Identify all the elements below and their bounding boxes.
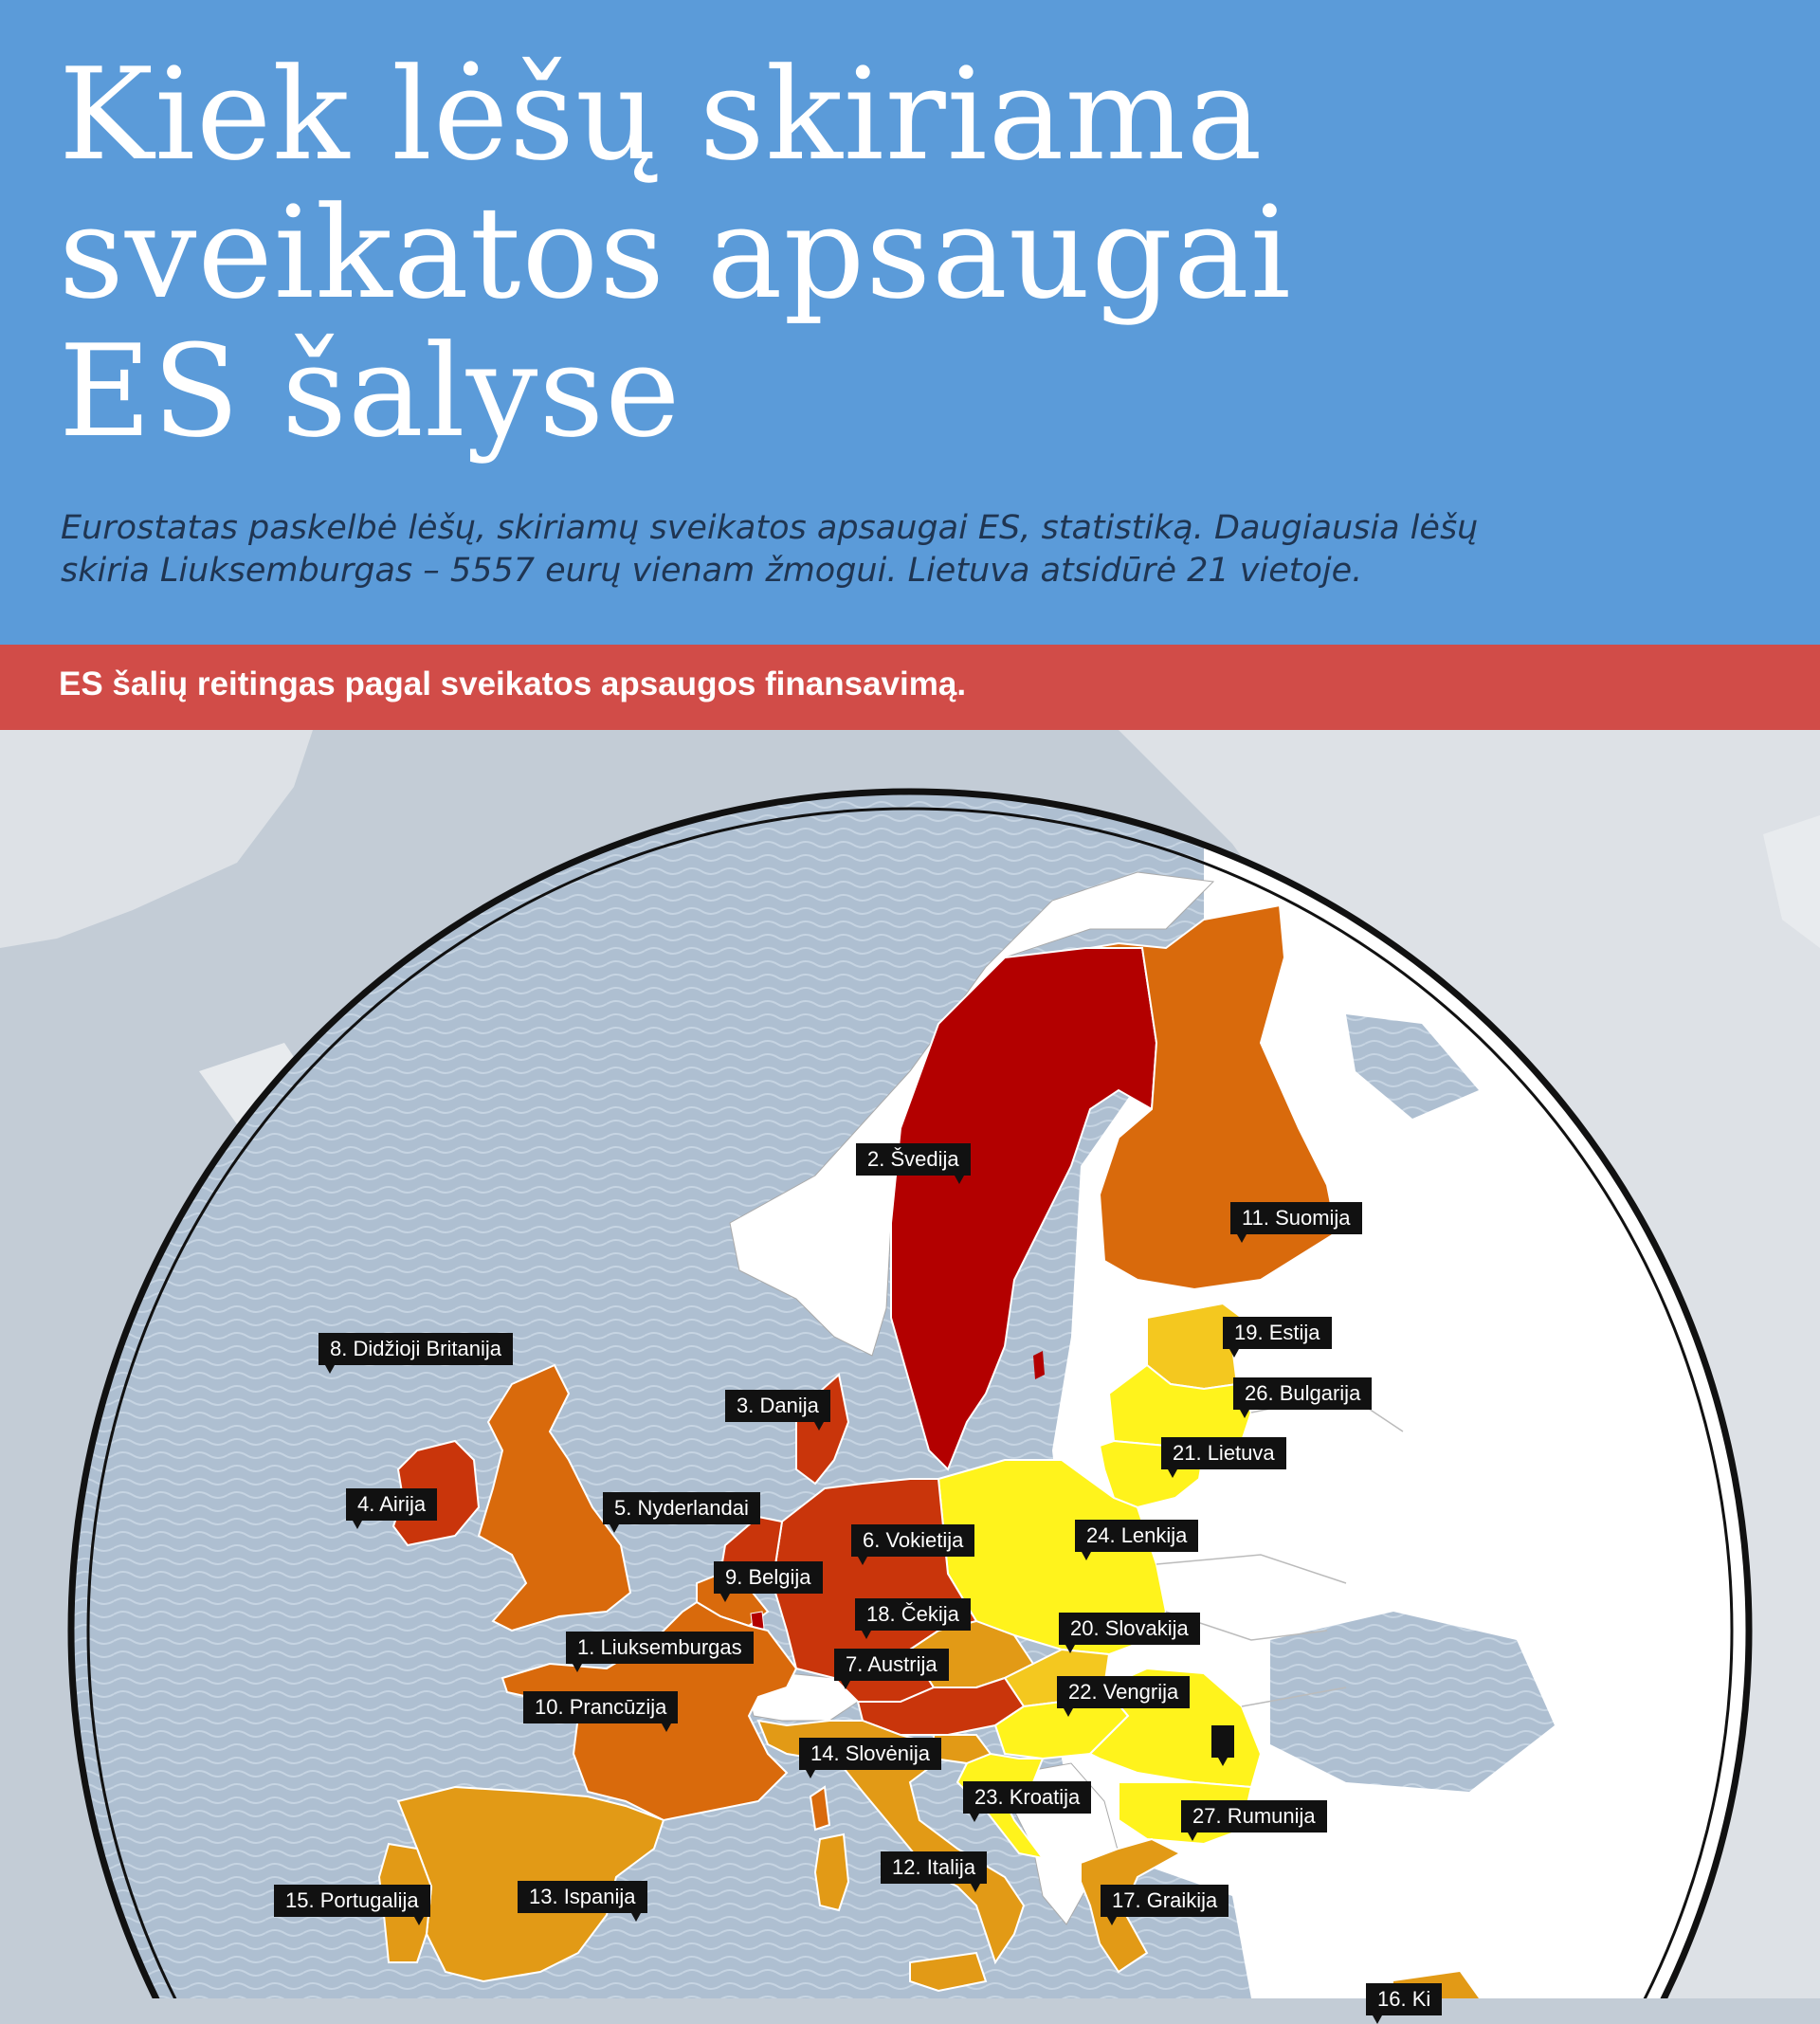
label-belgium: 9. Belgija	[714, 1561, 823, 1594]
label-netherlands: 5. Nyderlandai	[603, 1492, 760, 1524]
island-gotland	[1033, 1351, 1045, 1379]
europe-map	[0, 730, 1820, 1998]
title-line-2: sveikatos apsaugai	[59, 179, 1292, 327]
label-portugal: 15. Portugalija	[274, 1885, 430, 1917]
label-finland: 11. Suomija	[1230, 1202, 1362, 1234]
label-france: 10. Prancūzija	[523, 1691, 678, 1723]
label-austria: 7. Austrija	[834, 1649, 949, 1681]
label-germany: 6. Vokietija	[851, 1524, 974, 1557]
label-cyprus-partial: 16. Ki	[1366, 1983, 1442, 2015]
label-ireland: 4. Airija	[346, 1488, 437, 1521]
label-czechia: 18. Čekija	[855, 1598, 971, 1631]
label-bulgaria: 27. Rumunija	[1181, 1800, 1327, 1833]
label-sweden: 2. Švedija	[856, 1143, 971, 1176]
title-line-3: ES šalyse	[59, 318, 682, 465]
label-poland: 24. Lenkija	[1075, 1520, 1198, 1552]
label-luxembourg: 1. Liuksemburgas	[566, 1632, 754, 1664]
label-romania	[1211, 1725, 1234, 1758]
subtitle-line-2: skiria Liuksemburgas – 5557 eurų vienam žmogui. Lietuva atsidūrė 21 vietoje.	[61, 552, 1363, 590]
label-slovenia: 14. Slovėnija	[799, 1738, 941, 1770]
subtitle-line-1: Eurostatas paskelbė lėšų, skiriamų sveikatos apsaugai ES, statistiką. Daugiausia lėšų	[61, 509, 1479, 547]
title-line-1: Kiek lėšų skiriama	[59, 41, 1264, 189]
label-estonia: 19. Estija	[1223, 1317, 1332, 1349]
header-banner	[0, 0, 1820, 645]
label-latvia: 26. Bulgarija	[1233, 1377, 1372, 1410]
label-united-kingdom: 8. Didžioji Britanija	[318, 1333, 513, 1365]
page-subtitle	[61, 507, 1539, 593]
label-denmark: 3. Danija	[725, 1390, 830, 1422]
page-title	[59, 41, 1292, 465]
label-italy: 12. Italija	[881, 1851, 987, 1884]
ribbon-text: ES šalių reitingas pagal sveikatos apsaugos finansavimą.	[59, 666, 967, 702]
label-hungary: 22. Vengrija	[1057, 1676, 1190, 1708]
label-slovakia: 20. Slovakija	[1059, 1613, 1200, 1645]
label-spain: 13. Ispanija	[518, 1881, 647, 1913]
island-sardinia	[815, 1834, 848, 1910]
label-croatia: 23. Kroatija	[963, 1781, 1091, 1814]
section-ribbon	[0, 645, 1820, 730]
label-lithuania: 21. Lietuva	[1161, 1437, 1286, 1469]
label-greece: 17. Graikija	[1101, 1885, 1228, 1917]
